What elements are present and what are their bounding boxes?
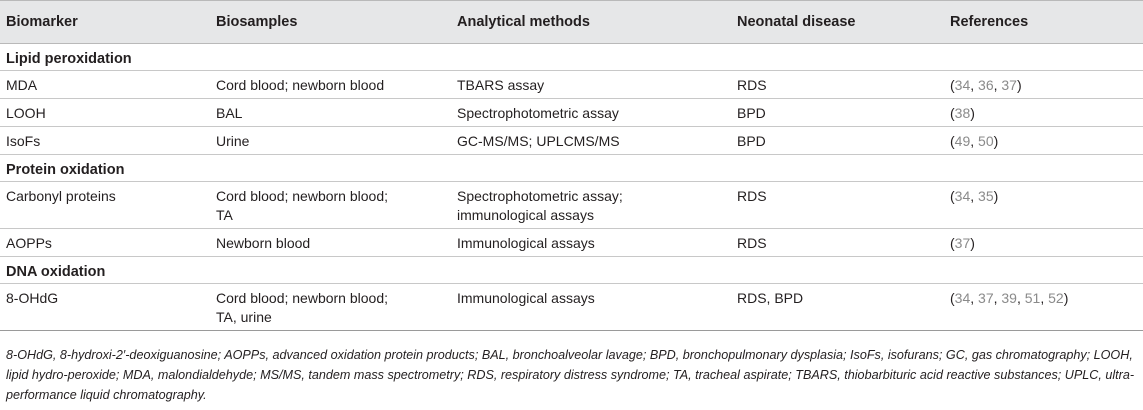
reference-link[interactable]: 50 [978,133,994,149]
header-biosamples: Biosamples [216,14,298,30]
cell-methods [451,127,731,155]
reference-link[interactable]: 37 [1001,77,1017,93]
cell-methods-line: immunological assays [457,207,594,223]
reference-link[interactable]: 34 [954,290,971,306]
cell-disease: RDS [737,188,767,204]
cell-biomarker: 8-OHdG [6,290,59,306]
table-row [0,99,1143,127]
cell-biosamples-line: Cord blood; newborn blood; [216,188,389,204]
cell-methods-line: Spectrophotometric assay [457,105,619,121]
cell-biosamples [210,229,451,257]
cell-references: (37) [950,235,975,251]
cell-methods-line: GC-MS/MS; UPLCMS/MS [457,133,620,149]
reference-link[interactable]: 34 [954,77,971,93]
cell-biomarker: AOPPs [6,235,52,251]
cell-biosamples-line: TA, urine [216,309,272,325]
reference-link[interactable]: 52 [1048,290,1064,306]
section-title: DNA oxidation [6,264,106,280]
cell-biosamples-line: Newborn blood [216,235,311,251]
cell-methods-line: Spectrophotometric assay; [457,188,623,204]
reference-link[interactable]: 34 [954,188,971,204]
reference-link[interactable]: 37 [954,235,971,251]
cell-methods-line: Immunological assays [457,235,595,251]
cell-biosamples-line: Cord blood; newborn blood [216,77,385,93]
cell-methods [451,71,731,99]
cell-biosamples [210,284,451,331]
cell-biosamples-line: TA [216,207,233,223]
table-row [0,127,1143,155]
section-header-row [0,155,1143,182]
cell-biosamples [210,99,451,127]
cell-biosamples-line: Cord blood; newborn blood; [216,290,389,306]
header-references: References [950,14,1029,30]
table-body [0,44,1143,331]
header-biomarker: Biomarker [6,14,78,30]
reference-link[interactable]: 36 [978,77,994,93]
header-neonatal-disease: Neonatal disease [737,14,856,30]
table-row [0,71,1143,99]
cell-biosamples [210,127,451,155]
section-title: Protein oxidation [6,162,125,178]
cell-references: (49, 50) [950,133,999,149]
cell-biomarker: Carbonyl proteins [6,188,116,204]
cell-biomarker: IsoFs [6,133,41,149]
cell-disease: RDS, BPD [737,290,804,306]
cell-biosamples-line: Urine [216,133,250,149]
cell-methods [451,182,731,229]
cell-references: (38) [950,105,975,121]
table-row [0,229,1143,257]
cell-disease: RDS [737,235,767,251]
cell-biosamples-line: BAL [216,105,243,121]
cell-biosamples [210,182,451,229]
cell-methods-line: Immunological assays [457,290,595,306]
cell-references: (34, 37, 39, 51, 52) [950,290,1069,306]
table-row [0,182,1143,229]
cell-references: (34, 36, 37) [950,77,1022,93]
cell-biosamples [210,71,451,99]
reference-link[interactable]: 39 [1001,290,1017,306]
reference-link[interactable]: 49 [954,133,971,149]
cell-disease: BPD [737,133,766,149]
reference-link[interactable]: 35 [978,188,994,204]
reference-link[interactable]: 51 [1024,290,1041,306]
header-analytical-methods: Analytical methods [457,14,590,30]
cell-disease: BPD [737,105,766,121]
cell-biomarker: LOOH [6,105,46,121]
cell-methods [451,99,731,127]
table-footnote: 8-OHdG, 8-hydroxi-2′-deoxiguanosine; AOPPs, advanced oxidation protein products; BAL, bronchoalveolar lavage; BPD, bronchopulmonary dysplasia; IsoFs, isofurans; GC, gas chromatography; LOOH, lipid hydro-peroxide; MDA, malondialdehyde; MS/MS, tandem mass spectrometry; RDS, respiratory distress syndrome; TA, tracheal aspirate; TBARS, thiobarbituric acid reactive substances; UPLC, ultra-performance liquid chromatography. [6,348,1135,402]
cell-references: (34, 35) [950,188,999,204]
cell-methods [451,229,731,257]
reference-link[interactable]: 37 [978,290,994,306]
cell-biomarker: MDA [6,77,38,93]
section-title: Lipid peroxidation [6,51,132,67]
reference-link[interactable]: 38 [954,105,971,121]
cell-disease: RDS [737,77,767,93]
table-row [0,284,1143,331]
table-header-row [0,1,1143,44]
cell-methods-line: TBARS assay [457,77,545,93]
section-header-row [0,257,1143,284]
section-header-row [0,44,1143,71]
cell-methods [451,284,731,331]
